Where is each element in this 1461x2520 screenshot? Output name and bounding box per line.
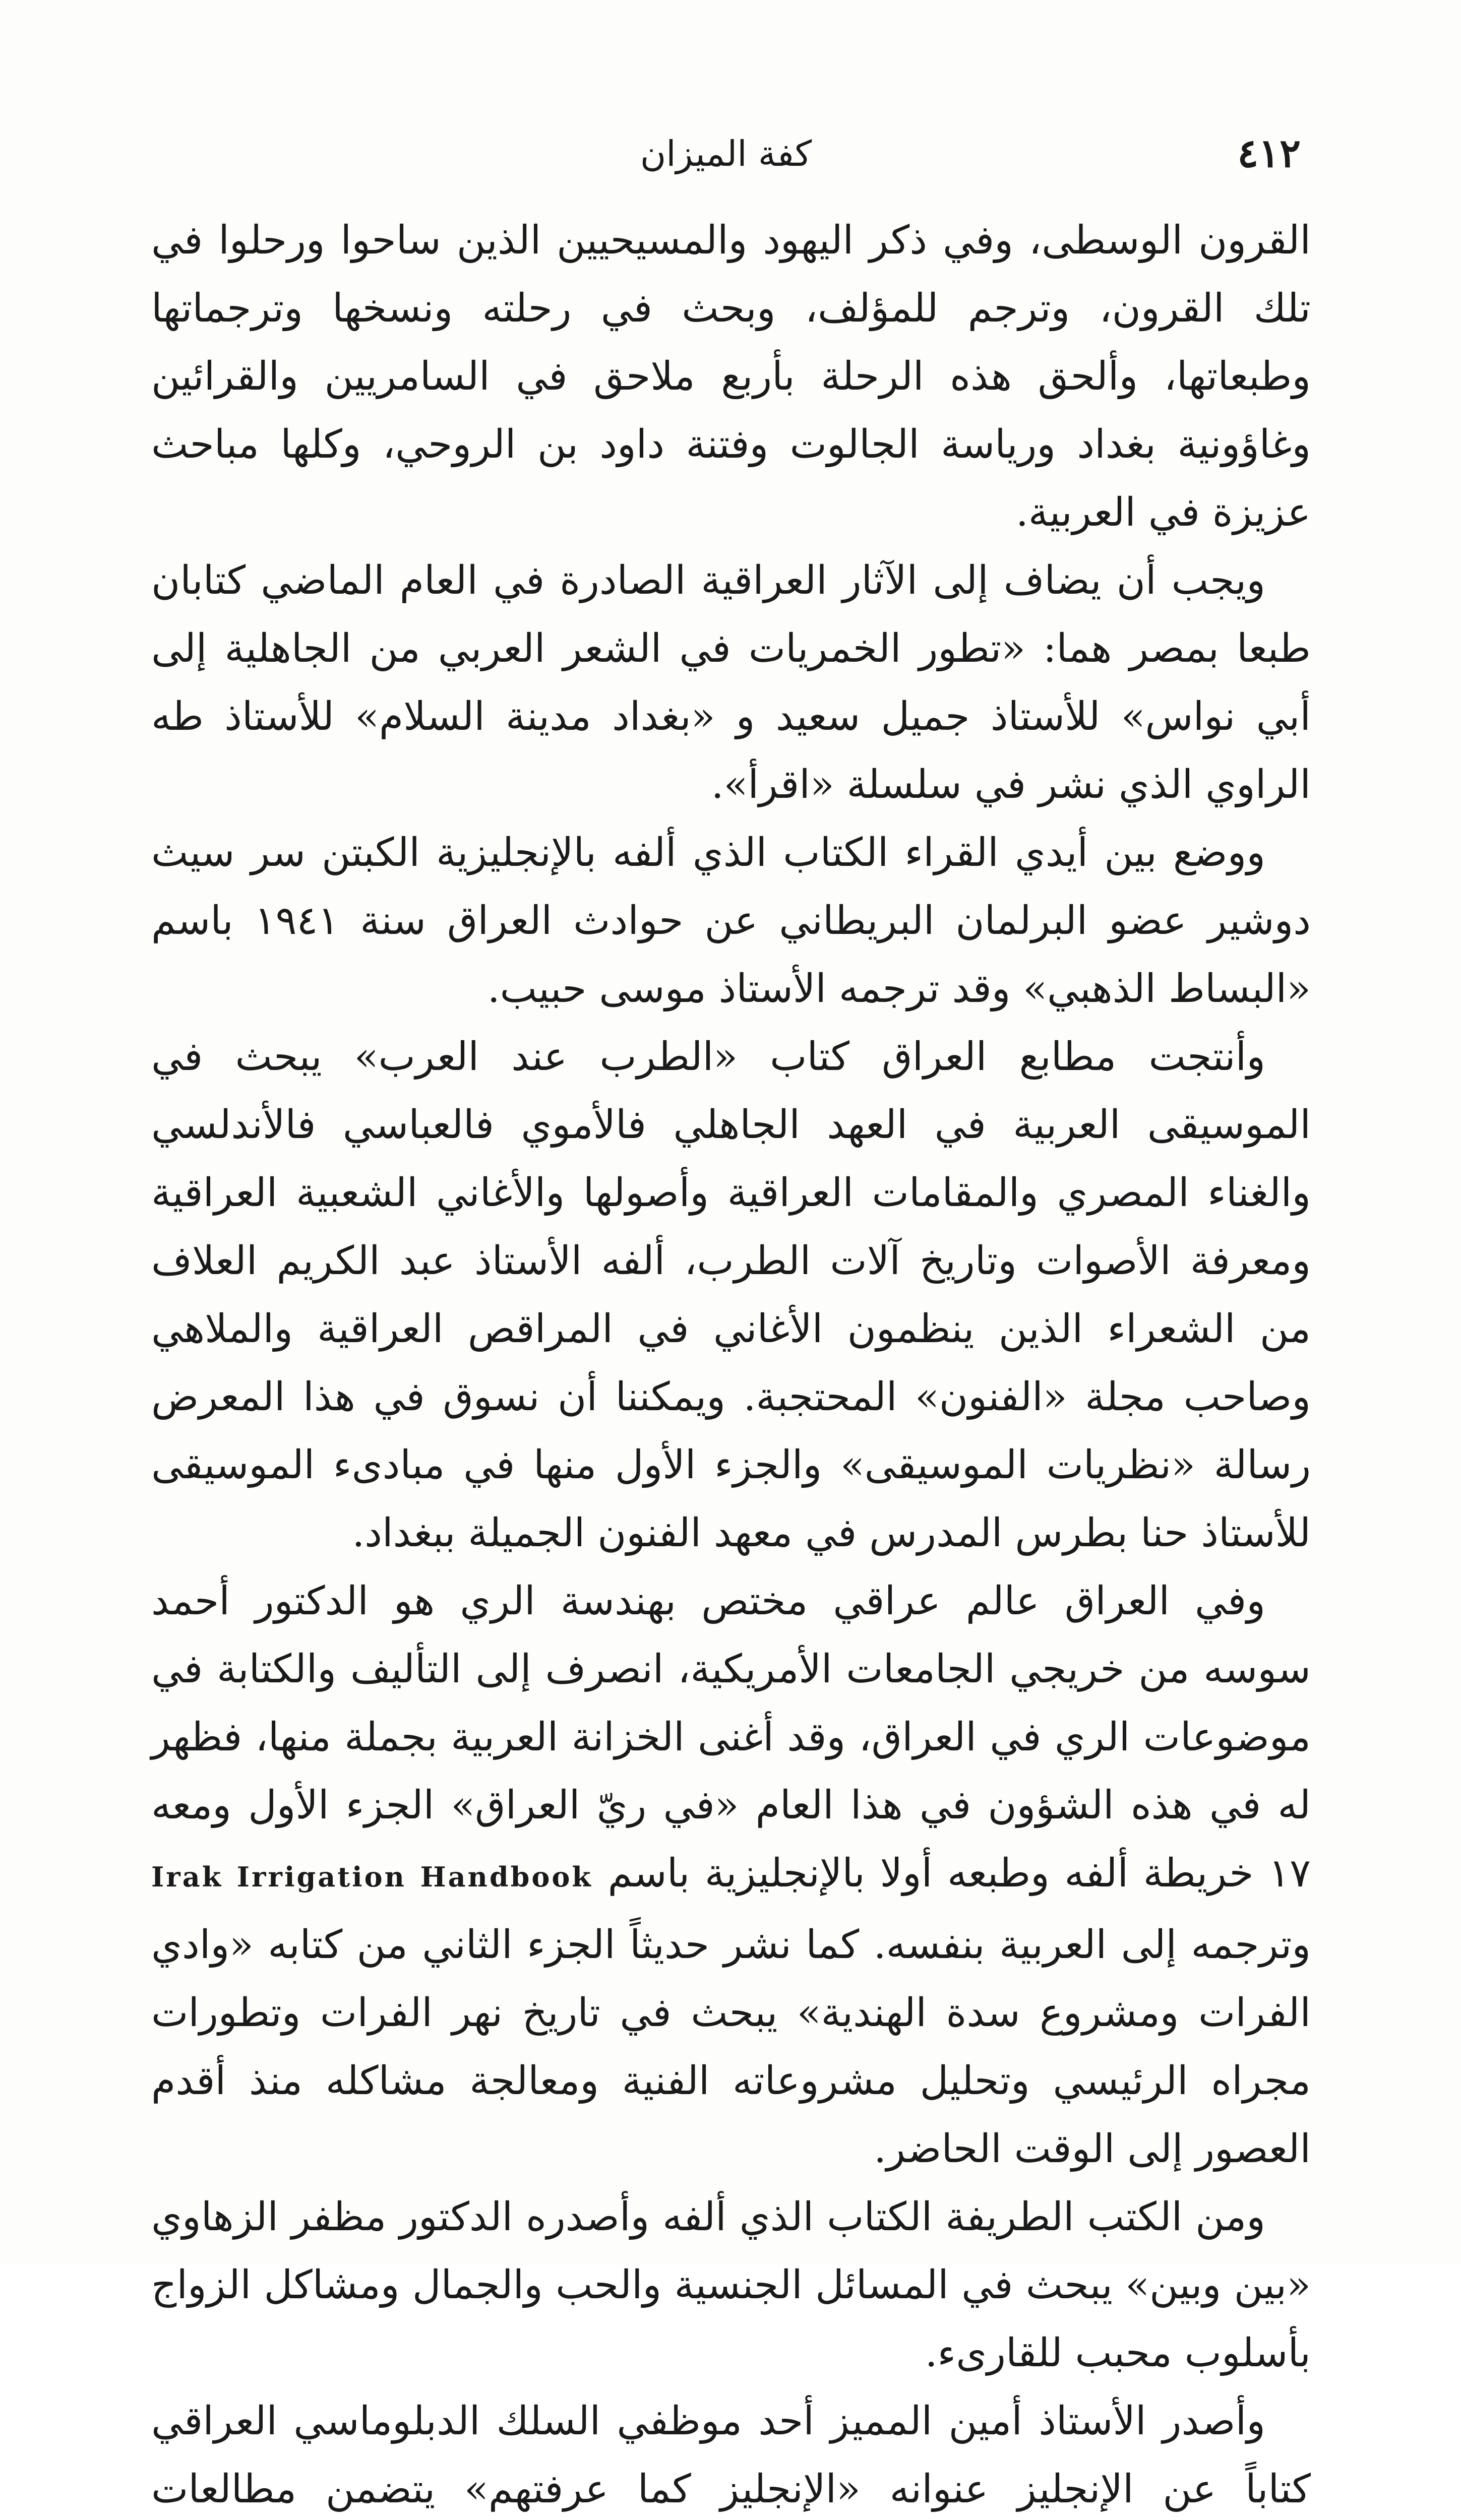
paragraph-5-part-1: وفي العراق عالم عراقي مختص بهندسة الري هو الدكتور أحمد سوسه من خريجي الجامعات الأمريكية، انصرف إلى التأليف والكتابة في موضوعات الري في العراق، وقد أغنى الخزانة العربية بجملة منها، فظهر له في هذه الشؤون في هذا العام «في ريّ العراق» الجزء الأول ومعه ١٧ خريطة ألفه وطبعه أولا بالإنجليزية باسم	[151, 1579, 1311, 1896]
paragraph-5	[151, 1567, 1311, 2183]
paragraph-1: القرون الوسطى، وفي ذكر اليهود والمسيحيين الذين ساحوا ورحلوا في تلك القرون، وترجم للمؤلف، وبحث في رحلته ونسخها وترجماتها وطبعاتها، وألحق هذه الرحلة بأربع ملاحق في السامريين والقرائين وغاؤونية بغداد ورياسة الجالوت وفتنة داود بن الروحي، وكلها مباحث عزيزة في العربية.	[151, 218, 1311, 535]
page-number: ٤١٢	[1237, 131, 1301, 176]
paragraph-3: ووضع بين أيدي القراء الكتاب الذي ألفه بالإنجليزية الكبتن سر سيث دوشير عضو البرلمان البريطاني عن حوادث العراق سنة ١٩٤١ باسم «البساط الذهبي» وقد ترجمه الأستاذ موسى حبيب.	[151, 830, 1311, 1012]
paragraph-2: ويجب أن يضاف إلى الآثار العراقية الصادرة في العام الماضي كتابان طبعا بمصر هما: «تطور الخمريات في الشعر العربي من الجاهلية إلى أبي نواس» للأستاذ جميل سعيد و «بغداد مدينة السلام» للأستاذ طه الراوي الذي نشر في سلسلة «اقرأ».	[151, 558, 1311, 807]
paragraph-7: وأصدر الأستاذ أمين المميز أحد موظفي السلك الدبلوماسي العراقي كتاباً عن الإنجليز عنوانه «الإنجليز كما عرفتهم» يتضمن مطالعات	[151, 2399, 1311, 2512]
body-text	[151, 207, 1311, 2520]
page-header	[151, 126, 1301, 186]
running-title: كفة الميزان	[640, 133, 812, 174]
paragraph-4: وأنتجت مطابع العراق كتاب «الطرب عند العرب» يبحث في الموسيقى العربية في العهد الجاهلي فالأموي فالعباسي فالأندلسي والغناء المصري والمقامات العراقية وأصولها والأغاني الشعبية العراقية ومعرفة الأصوات وتاريخ آلات الطرب، ألفه الأستاذ عبد الكريم العلاف من الشعراء الذين ينظمون الأغاني في المراقص العراقية والملاهي وصاحب مجلة «الفنون» المحتجبة. ويمكننا أن نسوق في هذا المعرض رسالة «نظريات الموسيقى» والجزء الأول منها في مبادىء الموسيقى للأستاذ حنا بطرس المدرس في معهد الفنون الجميلة ببغداد.	[151, 1034, 1311, 1556]
paragraph-5-part-2: وترجمه إلى العربية بنفسه. كما نشر حديثاً الجزء الثاني من كتابه «وادي الفرات ومشروع سدة الهندية» يبحث في تاريخ نهر الفرات وتطورات مجراه الرئيسي وتحليل مشروعاته الفنية ومعالجة مشاكله منذ أقدم العصور إلى الوقت الحاضر.	[151, 1922, 1311, 2172]
paragraph-6: ومن الكتب الطريفة الكتاب الذي ألفه وأصدره الدكتور مظفر الزهاوي «بين وبين» يبحث في المسائل الجنسية والحب والجمال ومشاكل الزواج بأسلوب محبب للقارىء.	[151, 2194, 1311, 2376]
english-book-title: Irak Irrigation Handbook	[151, 1861, 593, 1893]
